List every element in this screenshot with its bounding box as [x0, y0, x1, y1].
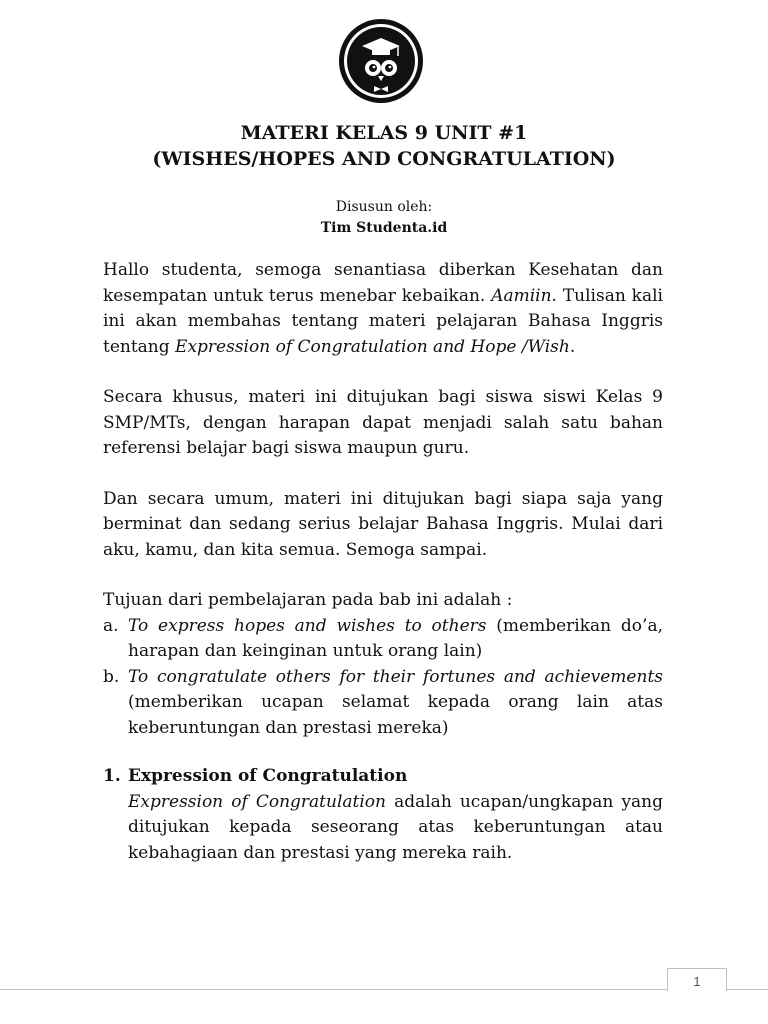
intro-p1-end: .	[569, 336, 576, 357]
objectives-lead: Tujuan dari pembelajaran pada bab ini adalah :	[103, 590, 513, 610]
author-block	[0, 197, 768, 239]
section-1-italic: Expression of Congratulation	[128, 791, 386, 812]
owl-graduation-cap-icon	[338, 18, 424, 104]
document-body	[103, 258, 663, 866]
intro-p1-amin: Aamiin.	[491, 285, 557, 306]
objective-a-rest: (memberikan do’a, harapan dan keinginan untuk orang lain)	[128, 615, 663, 661]
section-1	[103, 764, 663, 866]
author-name: Tim Studenta.id	[320, 220, 448, 236]
section-1-text	[128, 790, 663, 867]
intro-paragraph-3: Dan secara umum, materi ini ditujukan bagi siapa saja yang berminat dan sedang serius belajar Bahasa Inggris. Mulai dari aku, kamu, dan kita semua. Semoga sampai.	[103, 488, 663, 560]
title-line-1: MATERI KELAS 9 UNIT #1	[240, 122, 528, 144]
section-1-number: 1.	[103, 766, 121, 786]
objective-b-rest: (memberikan ucapan selamat kepada orang lain atas keberuntungan dan prestasi mereka)	[128, 692, 663, 738]
document-title	[0, 120, 768, 172]
footer-divider	[0, 989, 768, 990]
studenta-logo	[338, 18, 424, 104]
intro-p1-text-a: Hallo studenta, semoga senantiasa diberkan Kesehatan dan kesempatan untuk terus menebar kebaikan.	[103, 260, 663, 306]
objective-a-italic: To express hopes and wishes to others	[128, 615, 487, 636]
intro-p1-text-b: Tulisan kali ini akan membahas tentang materi pelajaran Bahasa Inggris tentang	[103, 285, 663, 357]
title-line-2: (WISHES/HOPES AND CONGRATULATION)	[152, 148, 616, 170]
intro-p1-topic: Expression of Congratulation and Hope /Wish	[175, 336, 570, 357]
objective-marker-b: b.	[103, 666, 120, 687]
intro-paragraph-1	[103, 258, 663, 360]
objective-b-italic: To congratulate others for their fortunes and achievements	[128, 666, 663, 687]
objective-marker-a: a.	[103, 615, 119, 636]
objective-item-b	[103, 665, 663, 742]
section-1-heading: Expression of Congratulation	[128, 766, 408, 786]
page-number: 1	[667, 968, 727, 991]
objective-item-a	[103, 614, 663, 665]
intro-paragraph-2: Secara khusus, materi ini ditujukan bagi siswa siswi Kelas 9 SMP/MTs, dengan harapan dapat menjadi salah satu bahan referensi belajar bagi siswa maupun guru.	[103, 387, 663, 458]
section-1-rest: adalah ucapan/ungkapan yang ditujukan kepada seseorang atas keberuntungan atau kebahagiaan dan prestasi yang mereka raih.	[128, 791, 664, 863]
author-label: Disusun oleh:	[335, 199, 433, 215]
